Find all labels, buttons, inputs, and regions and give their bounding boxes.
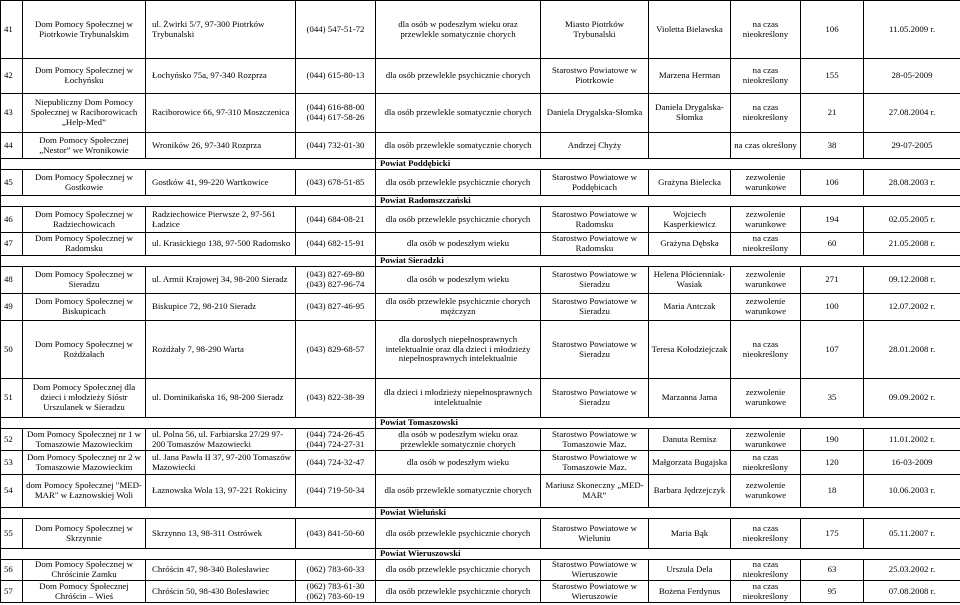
permit-date: 28.01.2008 r. xyxy=(864,321,960,379)
permit-date: 09.12.2008 r. xyxy=(864,267,960,294)
permit-date: 11.05.2009 r. xyxy=(864,1,960,59)
permit-date: 11.01.2002 r. xyxy=(864,429,960,451)
place-count: 194 xyxy=(801,207,864,233)
table-row xyxy=(1,429,960,451)
place-count: 106 xyxy=(801,1,864,59)
director-name xyxy=(649,133,731,159)
permit-status: na czas nieokreślony xyxy=(731,233,801,256)
phone-number: (044) 547-51-72 xyxy=(296,1,376,59)
row-number: 55 xyxy=(1,519,23,549)
place-count: 175 xyxy=(801,519,864,549)
section-row xyxy=(1,549,960,560)
permit-status: na czas określony xyxy=(731,133,801,159)
home-address: Łaznowska Wola 13, 97-221 Rokiciny xyxy=(146,475,296,508)
permit-status: na czas nieokreślony xyxy=(731,581,801,603)
phone-number: (044) 719-50-34 xyxy=(296,475,376,508)
director-name: Małgorzata Bugajska xyxy=(649,451,731,475)
permit-date: 10.06.2003 r. xyxy=(864,475,960,508)
home-name: Dom Pomocy Społecznej w Rożdżałach xyxy=(23,321,146,379)
row-number: 54 xyxy=(1,475,23,508)
table-row xyxy=(1,581,960,603)
table-row xyxy=(1,294,960,321)
place-count: 18 xyxy=(801,475,864,508)
table-row xyxy=(1,59,960,94)
place-count: 155 xyxy=(801,59,864,94)
operating-entity: Starostwo Powiatowe w Sieradzu xyxy=(541,379,649,418)
operating-entity: Starostwo Powiatowe w Piotrkowie xyxy=(541,59,649,94)
operating-entity: Starostwo Powiatowe w Tomaszowie Maz. xyxy=(541,429,649,451)
director-name: Maria Antczak xyxy=(649,294,731,321)
phone-number: (043) 678-51-85 xyxy=(296,170,376,196)
table-row xyxy=(1,133,960,159)
table-row xyxy=(1,475,960,508)
operating-entity: Andrzej Chyży xyxy=(541,133,649,159)
home-address: Rożdżały 7, 98-290 Warta xyxy=(146,321,296,379)
table-body xyxy=(1,1,960,603)
permit-status: zezwolenie warunkowe xyxy=(731,267,801,294)
permit-status: zezwolenie warunkowe xyxy=(731,170,801,196)
row-number: 45 xyxy=(1,170,23,196)
section-row xyxy=(1,159,960,170)
row-number: 52 xyxy=(1,429,23,451)
table-row xyxy=(1,267,960,294)
permit-date: 02.05.2005 r. xyxy=(864,207,960,233)
director-name: Marzena Herman xyxy=(649,59,731,94)
permit-date: 28-05-2009 xyxy=(864,59,960,94)
resident-type: dla osób w podeszłym wieku xyxy=(376,233,541,256)
permit-status: na czas nieokreślony xyxy=(731,519,801,549)
permit-status: zezwolenie warunkowe xyxy=(731,379,801,418)
table-row xyxy=(1,379,960,418)
operating-entity: Starostwo Powiatowe w Tomaszowie Maz. xyxy=(541,451,649,475)
table-row xyxy=(1,451,960,475)
table-row xyxy=(1,170,960,196)
director-name: Barbara Jędrzejczyk xyxy=(649,475,731,508)
director-name: Daniela Drygalska-Słomka xyxy=(649,94,731,133)
resident-type: dla osób w podeszłym wieku xyxy=(376,451,541,475)
permit-status: zezwolenie warunkowe xyxy=(731,429,801,451)
section-row xyxy=(1,508,960,519)
home-address: Chróścin 50, 98-430 Bolesławiec xyxy=(146,581,296,603)
phone-number: (043) 829-68-57 xyxy=(296,321,376,379)
home-address: ul. Dominikańska 16, 98-200 Sieradz xyxy=(146,379,296,418)
director-name: Teresa Kołodziejczak xyxy=(649,321,731,379)
place-count: 35 xyxy=(801,379,864,418)
home-name: Niepubliczny Dom Pomocy Społecznej w Raciborowicach „Help-Med” xyxy=(23,94,146,133)
operating-entity: Starostwo Powiatowe w Wieluniu xyxy=(541,519,649,549)
resident-type: dla osób przewlekle somatycznie chorych xyxy=(376,475,541,508)
resident-type: dla dorosłych niepełnosprawnych intelektualnie oraz dla dzieci i młodzieży niepełnosprawnych intelektualnie xyxy=(376,321,541,379)
permit-date: 25.03.2002 r. xyxy=(864,560,960,581)
home-address: ul. Krasickiego 138, 97-500 Radomsko xyxy=(146,233,296,256)
permit-date: 09.09.2002 r. xyxy=(864,379,960,418)
resident-type: dla osób przewlekle psychicznie chorych xyxy=(376,207,541,233)
director-name: Violetta Bielawska xyxy=(649,1,731,59)
phone-number: (044) 724-26-45 (044) 724-27-31 xyxy=(296,429,376,451)
permit-status: na czas nieokreślony xyxy=(731,560,801,581)
resident-type: dla osób przewlekle psychicznie chorych xyxy=(376,59,541,94)
row-number: 42 xyxy=(1,59,23,94)
place-count: 120 xyxy=(801,451,864,475)
row-number: 57 xyxy=(1,581,23,603)
phone-number: (044) 684-08-21 xyxy=(296,207,376,233)
phone-number: (043) 822-38-39 xyxy=(296,379,376,418)
operating-entity: Starostwo Powiatowe w Wieruszowie xyxy=(541,581,649,603)
home-address: Gostków 41, 99-220 Wartkowice xyxy=(146,170,296,196)
table-row xyxy=(1,1,960,59)
director-name: Helena Płócienniak-Wasiak xyxy=(649,267,731,294)
row-number: 53 xyxy=(1,451,23,475)
permit-date: 28.08.2003 r. xyxy=(864,170,960,196)
phone-number: (044) 616-88-00 (044) 617-58-26 xyxy=(296,94,376,133)
row-number: 50 xyxy=(1,321,23,379)
row-number: 41 xyxy=(1,1,23,59)
director-name: Wojciech Kasperkiewicz xyxy=(649,207,731,233)
resident-type: dla osób przewlekle somatycznie chorych xyxy=(376,94,541,133)
section-spacer xyxy=(1,549,376,560)
phone-number: (044) 615-80-13 xyxy=(296,59,376,94)
place-count: 38 xyxy=(801,133,864,159)
resident-type: dla osób przewlekle psychicznie chorych mężczyzn xyxy=(376,294,541,321)
permit-status: na czas nieokreślony xyxy=(731,94,801,133)
row-number: 44 xyxy=(1,133,23,159)
row-number: 43 xyxy=(1,94,23,133)
permit-date: 12.07.2002 r. xyxy=(864,294,960,321)
permit-date: 29-07-2005 xyxy=(864,133,960,159)
permit-status: na czas nieokreślony xyxy=(731,451,801,475)
home-address: ul. Jana Pawła II 37, 97-200 Tomaszów Mazowiecki xyxy=(146,451,296,475)
home-name: Dom Pomocy Społecznej w Piotrkowie Trybunalskim xyxy=(23,1,146,59)
place-count: 21 xyxy=(801,94,864,133)
permit-date: 27.08.2004 r. xyxy=(864,94,960,133)
home-address: Raciborowice 66, 97-310 Moszczenica xyxy=(146,94,296,133)
director-name: Marzanna Jama xyxy=(649,379,731,418)
director-name: Grażyna Bielecka xyxy=(649,170,731,196)
home-name: Dom Pomocy Społecznej w Radomsku xyxy=(23,233,146,256)
section-row xyxy=(1,196,960,207)
section-heading: Powiat Wieluński xyxy=(376,508,960,519)
home-address: ul. Żwirki 5/7, 97-300 Piotrków Trybunalski xyxy=(146,1,296,59)
section-heading: Powiat Wieruszowski xyxy=(376,549,960,560)
section-row xyxy=(1,256,960,267)
director-name: Maria Bąk xyxy=(649,519,731,549)
row-number: 46 xyxy=(1,207,23,233)
home-name: Dom Pomocy Społecznej w Sieradzu xyxy=(23,267,146,294)
director-name: Danuta Remisz xyxy=(649,429,731,451)
place-count: 63 xyxy=(801,560,864,581)
resident-type: dla osób przewlekle psychicznie chorych xyxy=(376,581,541,603)
resident-type: dla dzieci i młodzieży niepełnosprawnych intelektualnie xyxy=(376,379,541,418)
permit-status: zezwolenie warunkowe xyxy=(731,475,801,508)
section-heading: Powiat Radomszczański xyxy=(376,196,960,207)
phone-number: (062) 783-60-33 xyxy=(296,560,376,581)
place-count: 106 xyxy=(801,170,864,196)
home-address: Łochyńsko 75a, 97-340 Rozprza xyxy=(146,59,296,94)
table-row xyxy=(1,321,960,379)
home-address: Chróścin 47, 98-340 Bolesławiec xyxy=(146,560,296,581)
phone-number: (043) 827-69-80 (043) 827-96-74 xyxy=(296,267,376,294)
home-name: Dom Pomocy Społecznej nr 1 w Tomaszowie Mazowieckim xyxy=(23,429,146,451)
phone-number: (062) 783-61-30 (062) 783-60-19 xyxy=(296,581,376,603)
table-row xyxy=(1,560,960,581)
place-count: 100 xyxy=(801,294,864,321)
section-spacer xyxy=(1,196,376,207)
permit-status: na czas nieokreślony xyxy=(731,59,801,94)
director-name: Grażyna Dębska xyxy=(649,233,731,256)
phone-number: (044) 724-32-47 xyxy=(296,451,376,475)
home-name: Dom Pomocy Społecznej dla dzieci i młodzieży Sióstr Urszulanek w Sieradzu xyxy=(23,379,146,418)
row-number: 51 xyxy=(1,379,23,418)
section-row xyxy=(1,418,960,429)
place-count: 271 xyxy=(801,267,864,294)
section-spacer xyxy=(1,256,376,267)
place-count: 190 xyxy=(801,429,864,451)
phone-number: (043) 827-46-95 xyxy=(296,294,376,321)
home-address: Radziechowice Pierwsze 2, 97-561 Ładzice xyxy=(146,207,296,233)
home-name: Dom Pomocy Społecznej nr 2 w Tomaszowie Mazowieckim xyxy=(23,451,146,475)
resident-type: dla osób przewlekle somatycznie chorych xyxy=(376,133,541,159)
table-row xyxy=(1,94,960,133)
permit-status: na czas nieokreślony xyxy=(731,321,801,379)
operating-entity: Starostwo Powiatowe w Poddębicach xyxy=(541,170,649,196)
home-name: Dom Pomocy Społecznej Chróścin – Wieś xyxy=(23,581,146,603)
operating-entity: Starostwo Powiatowe w Sieradzu xyxy=(541,267,649,294)
place-count: 60 xyxy=(801,233,864,256)
home-address: Biskupice 72, 98-210 Sieradz xyxy=(146,294,296,321)
operating-entity: Mariusz Skoneczny „MED-MAR” xyxy=(541,475,649,508)
phone-number: (044) 732-01-30 xyxy=(296,133,376,159)
resident-type: dla osób przewlekle psychicznie chorych xyxy=(376,519,541,549)
phone-number: (043) 841-50-60 xyxy=(296,519,376,549)
resident-type: dla osób w podeszłym wieku oraz przewlekle somatycznie chorych xyxy=(376,429,541,451)
row-number: 47 xyxy=(1,233,23,256)
operating-entity: Starostwo Powiatowe w Wieruszowie xyxy=(541,560,649,581)
table-row xyxy=(1,519,960,549)
table-row xyxy=(1,207,960,233)
section-spacer xyxy=(1,159,376,170)
permit-status: na czas nieokreślony xyxy=(731,1,801,59)
section-heading: Powiat Poddębicki xyxy=(376,159,960,170)
resident-type: dla osób przewlekle psychicznie chorych xyxy=(376,560,541,581)
operating-entity: Starostwo Powiatowe w Radomsku xyxy=(541,233,649,256)
section-heading: Powiat Sieradzki xyxy=(376,256,960,267)
home-name: Dom Pomocy Społecznej w Radziechowicach xyxy=(23,207,146,233)
home-name: Dom Pomocy Społecznej w Biskupicach xyxy=(23,294,146,321)
home-address: Skrzynno 13, 98-311 Ostrówek xyxy=(146,519,296,549)
home-name: Dom Pomocy Społecznej w Łochyńsku xyxy=(23,59,146,94)
row-number: 49 xyxy=(1,294,23,321)
director-name: Bożena Ferdynus xyxy=(649,581,731,603)
home-name: dom Pomocy Społecznej "MED-MAR" w Łaznowskiej Woli xyxy=(23,475,146,508)
section-heading: Powiat Tomaszowski xyxy=(376,418,960,429)
permit-status: zezwolenie warunkowe xyxy=(731,294,801,321)
home-name: Dom Pomocy Społecznej w Skrzynnie xyxy=(23,519,146,549)
operating-entity: Miasto Piotrków Trybunalski xyxy=(541,1,649,59)
home-address: ul. Polna 56, ul. Farbiarska 27/29 97-200 Tomaszów Mazowiecki xyxy=(146,429,296,451)
row-number: 56 xyxy=(1,560,23,581)
home-name: Dom Pomocy Społecznej w Gostkowie xyxy=(23,170,146,196)
resident-type: dla osób przewlekle psychicznie chorych xyxy=(376,170,541,196)
home-name: Dom Pomocy Społecznej w Chróścinie Zamku xyxy=(23,560,146,581)
operating-entity: Starostwo Powiatowe w Radomsku xyxy=(541,207,649,233)
operating-entity: Daniela Drygalska-Słomka xyxy=(541,94,649,133)
home-name: Dom Pomocy Społecznej „Nestor” we Wronikowie xyxy=(23,133,146,159)
home-address: Wroników 26, 97-340 Rozprza xyxy=(146,133,296,159)
permit-status: zezwolenie warunkowe xyxy=(731,207,801,233)
resident-type: dla osób w podeszłym wieku oraz przewlekle somatycznie chorych xyxy=(376,1,541,59)
operating-entity: Starostwo Powiatowe w Sieradzu xyxy=(541,321,649,379)
permit-date: 07.08.2008 r. xyxy=(864,581,960,603)
table-row xyxy=(1,233,960,256)
section-spacer xyxy=(1,508,376,519)
director-name: Urszula Dela xyxy=(649,560,731,581)
place-count: 107 xyxy=(801,321,864,379)
permit-date: 21.05.2008 r. xyxy=(864,233,960,256)
permit-date: 05.11.2007 r. xyxy=(864,519,960,549)
resident-type: dla osób w podeszłym wieku xyxy=(376,267,541,294)
home-address: ul. Armii Krajowej 34, 98-200 Sieradz xyxy=(146,267,296,294)
row-number: 48 xyxy=(1,267,23,294)
operating-entity: Starostwo Powiatowe w Sieradzu xyxy=(541,294,649,321)
place-count: 95 xyxy=(801,581,864,603)
phone-number: (044) 682-15-91 xyxy=(296,233,376,256)
section-spacer xyxy=(1,418,376,429)
permit-date: 16-03-2009 xyxy=(864,451,960,475)
